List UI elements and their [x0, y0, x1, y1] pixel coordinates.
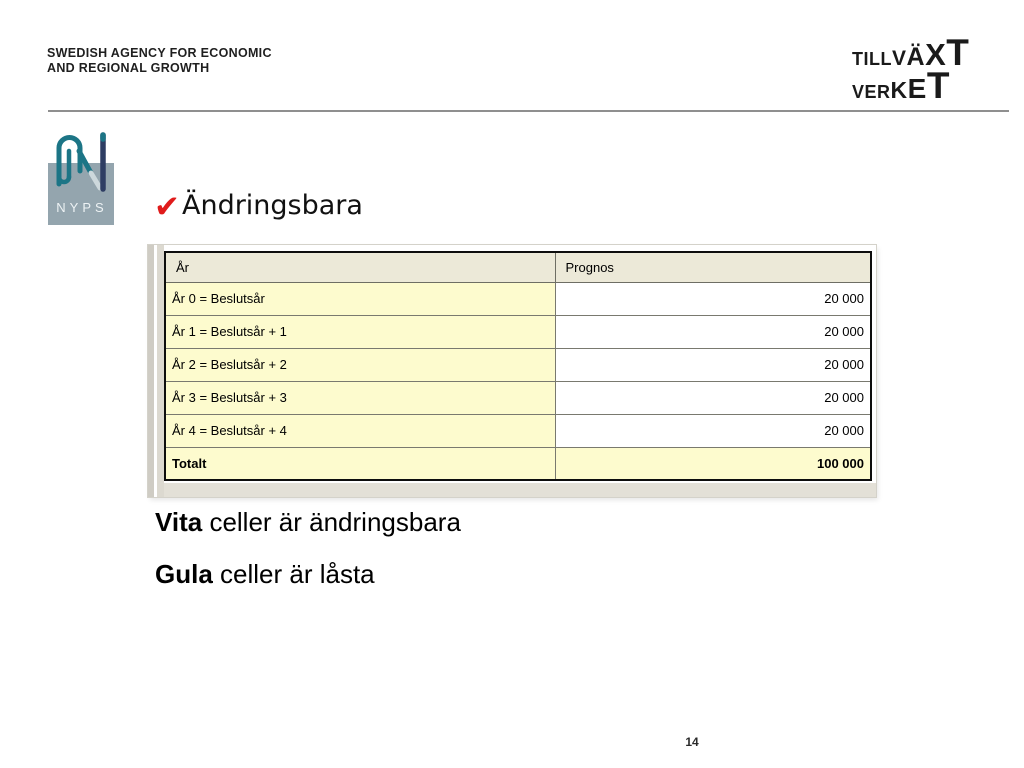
nyps-logo-label: NYPS: [56, 200, 108, 215]
screenshot-bottom-edge: [164, 483, 876, 497]
note-yellow-cells: [155, 559, 375, 590]
row-label-cell: År 1 = Beslutsår + 1: [165, 315, 555, 348]
tillvaxtverket-logo: [852, 34, 969, 104]
note-yellow-cells-bold: Gula: [155, 559, 213, 589]
tillvaxtverket-logo-line1: [852, 34, 969, 71]
logo-letter: L: [880, 49, 893, 69]
logo-letter: E: [864, 82, 878, 102]
red-checkmark-icon: ✔: [154, 189, 180, 225]
logo-letter: I: [863, 49, 870, 69]
logo-letter: T: [926, 65, 950, 106]
logo-letter: R: [877, 82, 891, 102]
total-label: Totalt: [165, 447, 555, 480]
row-value-cell: 20 000: [555, 348, 871, 381]
title-row: [154, 189, 363, 223]
table-row: [165, 381, 871, 414]
row-label-cell: År 4 = Beslutsår + 4: [165, 414, 555, 447]
logo-letter: L: [869, 49, 881, 69]
logo-letter: K: [890, 77, 908, 103]
logo-letter: V: [892, 47, 907, 70]
logo-letter: X: [925, 37, 947, 72]
table-row: [165, 315, 871, 348]
table-header-row: [165, 252, 871, 282]
note-white-cells-rest: celler är ändringsbara: [202, 507, 461, 537]
page-number: 14: [685, 735, 699, 749]
nyps-logo: [46, 127, 116, 227]
row-value-cell: 20 000: [555, 282, 871, 315]
page-title: Ändringsbara: [181, 190, 363, 221]
header-divider: [48, 110, 1009, 112]
row-value-cell: 20 000: [555, 381, 871, 414]
note-white-cells-bold: Vita: [155, 507, 203, 537]
prognos-table: [164, 251, 872, 481]
total-value: 100 000: [555, 447, 871, 480]
note-white-cells: [155, 507, 461, 538]
app-screenshot-panel: [148, 245, 876, 497]
row-value-cell: 20 000: [555, 315, 871, 348]
table-row: [165, 282, 871, 315]
table-total-row: [165, 447, 871, 480]
column-header-prognos: Prognos: [555, 252, 871, 282]
note-yellow-cells-rest: celler är låsta: [212, 559, 375, 589]
table-body: [165, 282, 871, 447]
row-label-cell: År 2 = Beslutsår + 2: [165, 348, 555, 381]
agency-name: [47, 46, 272, 76]
table-row: [165, 348, 871, 381]
logo-letter: T: [852, 49, 864, 69]
row-value-cell: 20 000: [555, 414, 871, 447]
logo-letter: Ä: [906, 43, 926, 71]
agency-name-line1: SWEDISH AGENCY FOR ECONOMIC: [47, 46, 272, 60]
logo-letter: V: [852, 82, 865, 102]
row-label-cell: År 3 = Beslutsår + 3: [165, 381, 555, 414]
row-label-cell: År 0 = Beslutsår: [165, 282, 555, 315]
screenshot-left-edge: [148, 245, 164, 497]
agency-name-line2: AND REGIONAL GROWTH: [47, 61, 210, 75]
logo-letter: E: [907, 73, 927, 104]
table-row: [165, 414, 871, 447]
logo-letter: T: [946, 32, 970, 73]
column-header-ar: År: [165, 252, 555, 282]
